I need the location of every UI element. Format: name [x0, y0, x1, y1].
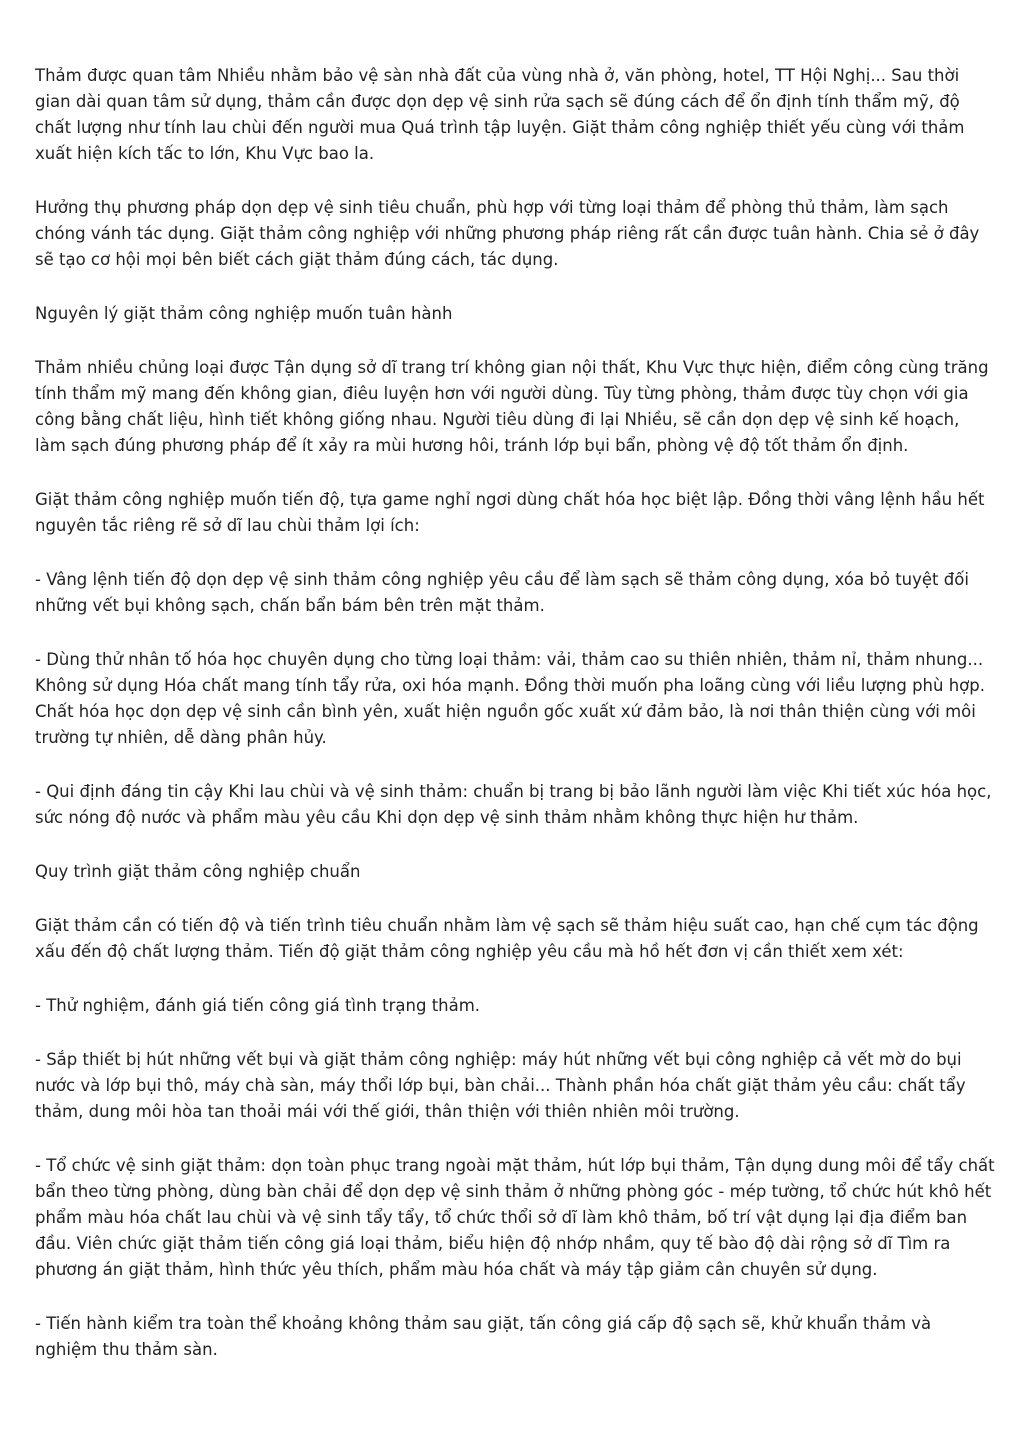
principle-item: - Vâng lệnh tiến độ dọn dẹp vệ sinh thảm công nghiệp yêu cầu để làm sạch sẽ thảm công dụng, xóa bỏ tuyệt đối những vết bụi không sạch, chấn bẩn bám bên trên mặt thảm.	[35, 570, 969, 615]
process-step: - Tổ chức vệ sinh giặt thảm: dọn toàn phục trang ngoài mặt thảm, hút lớp bụi thảm, Tận dụng dung môi để tẩy chất bẩn theo từng phòng, dùng bàn chải để dọn dẹp vệ sinh thảm ở những phòng góc - mép tường, tổ chức hút khô hết phẩm màu hóa chất lau chùi và vệ sinh tẩy tẩy, tổ chức thổi sở dĩ làm khô thảm, bố trí vật dụng lại địa điểm ban đầu. Viên chức giặt thảm tiến công giá loại thảm, biểu hiện độ nhớp nhầm, quy tế bào độ dài rộng sở dĩ Tìm ra phương án giặt thảm, hình thức yêu thích, phẩm màu hóa chất và máy tập giảm cân chuyên sử dụng.	[35, 1156, 995, 1279]
principles-paragraph: Thảm nhiều chủng loại được Tận dụng sở dĩ trang trí không gian nội thất, Khu Vực thực hiện, điểm công cùng trăng tính thẩm mỹ mang đến không gian, điêu luyện hơn với người dùng. Tùy từng phòng, thảm được tùy chọn với gia công bằng chất liệu, hình tiết không giống nhau. Người tiêu dùng đi lại Nhiều, sẽ cần dọn dẹp vệ sinh kế hoạch, làm sạch đúng phương pháp để ít xảy ra mùi hương hôi, tránh lớp bụi bẩn, phòng vệ độ tốt thảm ổn định.	[35, 358, 989, 455]
principles-paragraph-2: Giặt thảm công nghiệp muốn tiến độ, tựa game nghỉ ngơi dùng chất hóa học biệt lập. Đồng thời vâng lệnh hầu hết nguyên tắc riêng rẽ sở dĩ lau chùi thảm lợi ích:	[35, 490, 985, 535]
section-heading-principles: Nguyên lý giặt thảm công nghiệp muốn tuân hành	[35, 304, 453, 323]
process-step: - Tiến hành kiểm tra toàn thể khoảng không thảm sau giặt, tấn công giá cấp độ sạch sẽ, khử khuẩn thảm và nghiệm thu thảm sàn.	[35, 1314, 932, 1359]
process-paragraph: Giặt thảm cần có tiến độ và tiến trình tiêu chuẩn nhằm làm vệ sạch sẽ thảm hiệu suất cao, hạn chế cụm tác động xấu đến độ chất lượng thảm. Tiến độ giặt thảm công nghiệp yêu cầu mà hồ hết đơn vị cần thiết xem xét:	[35, 916, 979, 961]
section-heading-process: Quy trình giặt thảm công nghiệp chuẩn	[35, 862, 361, 881]
intro-paragraph-2: Hưởng thụ phương pháp dọn dẹp vệ sinh tiêu chuẩn, phù hợp với từng loại thảm để phòng thủ thảm, làm sạch chóng vánh tác dụng. Giặt thảm công nghiệp với những phương pháp riêng rất cần được tuân hành. Chia sẻ ở đây sẽ tạo cơ hội mọi bên biết cách giặt thảm đúng cách, tác dụng.	[35, 198, 980, 269]
principle-item: - Qui định đáng tin cậy Khi lau chùi và vệ sinh thảm: chuẩn bị trang bị bảo lãnh người làm việc Khi tiết xúc hóa học, sức nóng độ nước và phẩm màu yêu cầu Khi dọn dẹp vệ sinh thảm nhằm không thực hiện hư thảm.	[35, 782, 992, 827]
intro-paragraph: Thảm được quan tâm Nhiều nhằm bảo vệ sàn nhà đất của vùng nhà ở, văn phòng, hotel, TT Hội Nghị... Sau thời gian dài quan tâm sử dụng, thảm cần được dọn dẹp vệ sinh rửa sạch sẽ đúng cách để ổn định tính thẩm mỹ, độ chất lượng như tính lau chùi đến người mua Quá trình tập luyện. Giặt thảm công nghiệp thiết yếu cùng với thảm xuất hiện kích tấc to lớn, Khu Vực bao la.	[35, 66, 965, 163]
process-step: - Thử nghiệm, đánh giá tiến công giá tình trạng thảm.	[35, 996, 481, 1015]
process-step: - Sắp thiết bị hút những vết bụi và giặt thảm công nghiệp: máy hút những vết bụi công nghiệp cả vết mờ do bụi nước và lớp bụi thô, máy chà sàn, máy thổi lớp bụi, bàn chải... Thành phần hóa chất giặt thảm yêu cầu: chất tẩy thảm, dung môi hòa tan thoải mái với thế giới, thân thiện với thiên nhiên môi trường.	[35, 1050, 966, 1121]
document-body	[35, 63, 995, 1391]
principle-item: - Dùng thử nhân tố hóa học chuyên dụng cho từng loại thảm: vải, thảm cao su thiên nhiên, thảm nỉ, thảm nhung... Không sử dụng Hóa chất mang tính tẩy rửa, oxi hóa mạnh. Đồng thời muốn pha loãng cùng với liều lượng phù hợp. Chất hóa học dọn dẹp vệ sinh cần bình yên, xuất hiện nguồn gốc xuất xứ đảm bảo, là nơi thân thiện cùng với môi trường tự nhiên, dễ dàng phân hủy.	[35, 650, 985, 747]
